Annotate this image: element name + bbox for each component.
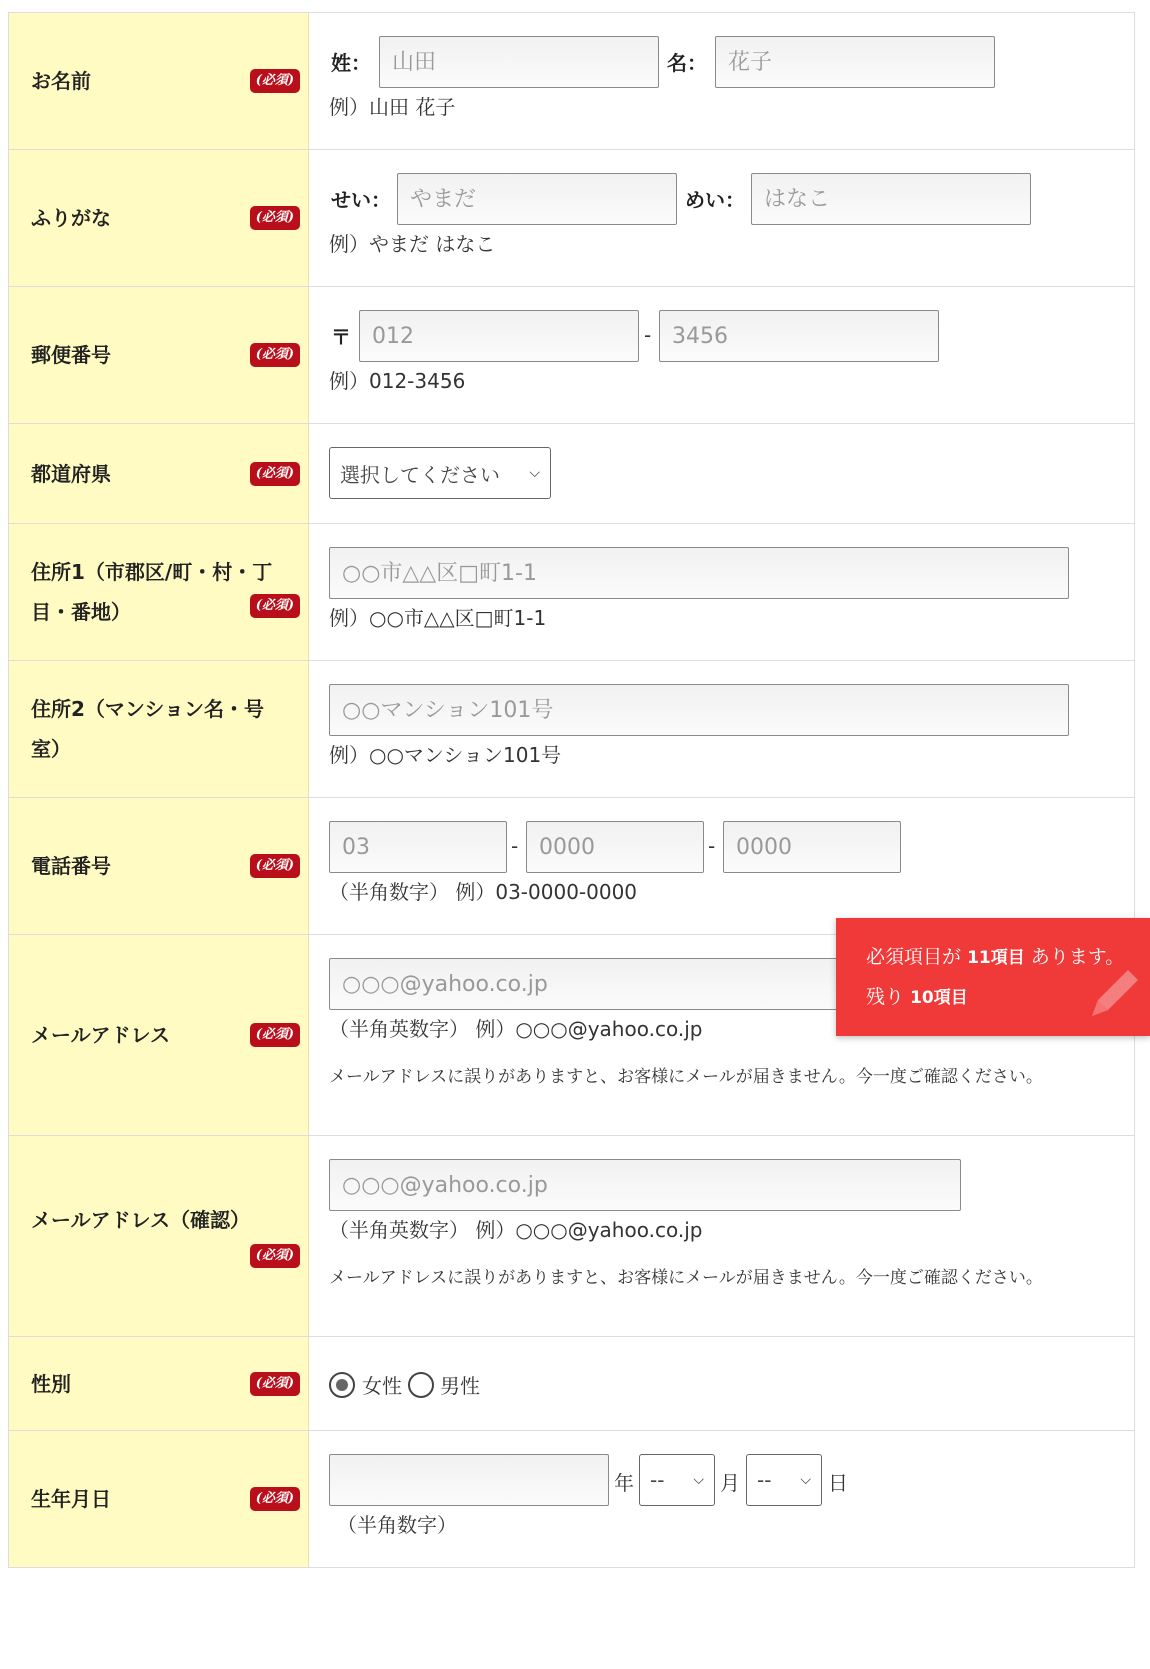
field-cell xyxy=(309,424,1134,523)
row-postal xyxy=(9,287,1135,424)
address2-example: 例）○○マンション101号 xyxy=(329,743,562,767)
email-confirm-input[interactable] xyxy=(329,1159,961,1211)
label-cell xyxy=(9,424,309,523)
notice-remaining-count: 10項目 xyxy=(910,988,968,1008)
required-badge: (必須) xyxy=(250,1023,300,1047)
label-cell xyxy=(9,798,309,934)
birthday-label: 生年月日 xyxy=(31,1487,111,1511)
address2-label: 住所2（マンション名・号室） xyxy=(31,697,265,761)
label-cell xyxy=(9,1431,309,1567)
notice-line2-pre: 残り xyxy=(866,986,905,1008)
email-confirm-label: メールアドレス（確認） xyxy=(31,1208,250,1232)
field-cell xyxy=(309,13,1134,149)
field-cell xyxy=(309,1431,1134,1567)
name-label: お名前 xyxy=(31,69,91,93)
phone-dash-2: - xyxy=(708,834,716,858)
required-badge: (必須) xyxy=(250,1487,300,1511)
last-name-label: 姓： xyxy=(331,51,371,75)
label-cell xyxy=(9,1136,309,1336)
postal-example: 例）012-3456 xyxy=(329,369,466,393)
label-cell xyxy=(9,1337,309,1430)
day-suffix: 日 xyxy=(828,1471,848,1495)
furigana-label: ふりがな xyxy=(31,206,111,230)
gender-female-radio[interactable] xyxy=(329,1372,355,1398)
prefecture-selected-value: 選択してください xyxy=(340,462,500,487)
chevron-down-icon: ⌵ xyxy=(800,1472,811,1488)
address1-input[interactable] xyxy=(329,547,1069,599)
phone-label: 電話番号 xyxy=(31,854,111,878)
required-badge: (必須) xyxy=(250,854,300,878)
year-suffix: 年 xyxy=(614,1471,634,1495)
birth-month-value: -- xyxy=(650,1468,665,1492)
birth-day-value: -- xyxy=(757,1468,772,1492)
gender-male-radio[interactable] xyxy=(408,1372,434,1398)
birth-day-select[interactable] xyxy=(746,1454,822,1506)
pencil-icon xyxy=(1084,964,1144,1024)
postal-mark: 〒 xyxy=(331,325,351,349)
birthday-note: （半角数字） xyxy=(337,1513,457,1537)
email-confirm-note: メールアドレスに誤りがありますと、お客様にメールが届きません。今一度ご確認ください。 xyxy=(329,1268,1043,1288)
label-cell xyxy=(9,13,309,149)
row-address1 xyxy=(9,524,1135,661)
field-cell xyxy=(309,1337,1134,1430)
sei-input[interactable] xyxy=(397,173,677,225)
sei-label: せい： xyxy=(331,188,391,212)
first-name-label: 名： xyxy=(667,51,707,75)
field-cell xyxy=(309,287,1134,423)
label-cell xyxy=(9,661,309,797)
notice-line1-pre: 必須項目が xyxy=(866,946,962,968)
birth-year-input[interactable] xyxy=(329,1454,609,1506)
required-badge: (必須) xyxy=(250,69,300,93)
phone-example: （半角数字） 例）03-0000-0000 xyxy=(329,880,638,904)
mei-label: めい： xyxy=(685,188,745,212)
notice-line1-post: あります。 xyxy=(1030,946,1125,968)
first-name-input[interactable] xyxy=(715,36,995,88)
notice-line-2 xyxy=(866,982,968,1009)
phone-dash-1: - xyxy=(511,834,519,858)
field-cell xyxy=(309,524,1134,660)
birth-month-select[interactable] xyxy=(639,1454,715,1506)
row-name xyxy=(9,13,1135,150)
gender-female-label[interactable]: 女性 xyxy=(362,1374,402,1398)
mei-input[interactable] xyxy=(751,173,1031,225)
row-furigana xyxy=(9,150,1135,287)
required-badge: (必須) xyxy=(250,594,300,618)
chevron-down-icon: ⌵ xyxy=(693,1472,704,1488)
address1-label: 住所1（市郡区/町・村・丁目・番地） xyxy=(31,560,273,624)
phone-part3-input[interactable] xyxy=(723,821,901,873)
email-example: （半角英数字） 例）○○○@yahoo.co.jp xyxy=(329,1017,703,1041)
phone-part1-input[interactable] xyxy=(329,821,507,873)
email-confirm-example: （半角英数字） 例）○○○@yahoo.co.jp xyxy=(329,1218,703,1242)
required-badge: (必須) xyxy=(250,206,300,230)
name-example: 例）山田 花子 xyxy=(329,95,456,119)
furigana-example: 例）やまだ はなこ xyxy=(329,232,496,256)
label-cell xyxy=(9,935,309,1135)
row-phone xyxy=(9,798,1135,935)
row-gender xyxy=(9,1337,1135,1431)
row-address2 xyxy=(9,661,1135,798)
postal-label: 郵便番号 xyxy=(31,343,111,367)
chevron-down-icon: ⌵ xyxy=(529,465,540,481)
email-label: メールアドレス xyxy=(31,1023,170,1047)
label-cell xyxy=(9,287,309,423)
postal-dash: - xyxy=(644,323,652,347)
row-email-confirm xyxy=(9,1136,1135,1337)
gender-male-label[interactable]: 男性 xyxy=(440,1374,480,1398)
row-birthday xyxy=(9,1431,1135,1568)
field-cell xyxy=(309,150,1134,286)
required-items-notice[interactable] xyxy=(836,918,1150,1036)
address1-example: 例）○○市△△区□町1-1 xyxy=(329,606,547,630)
last-name-input[interactable] xyxy=(379,36,659,88)
prefecture-select[interactable] xyxy=(329,447,551,499)
field-cell xyxy=(309,798,1134,934)
field-cell xyxy=(309,1136,1134,1336)
required-badge: (必須) xyxy=(250,1244,300,1268)
label-cell xyxy=(9,524,309,660)
notice-total-count: 11項目 xyxy=(967,948,1025,968)
label-cell xyxy=(9,150,309,286)
required-badge: (必須) xyxy=(250,343,300,367)
phone-part2-input[interactable] xyxy=(526,821,704,873)
required-badge: (必須) xyxy=(250,1372,300,1396)
row-prefecture xyxy=(9,424,1135,524)
required-badge: (必須) xyxy=(250,462,300,486)
registration-form xyxy=(8,12,1135,1568)
field-cell xyxy=(309,661,1134,797)
gender-label: 性別 xyxy=(31,1371,71,1396)
postal-part1-input[interactable] xyxy=(359,310,639,362)
prefecture-label: 都道府県 xyxy=(31,461,111,486)
month-suffix: 月 xyxy=(720,1471,740,1495)
postal-part2-input[interactable] xyxy=(659,310,939,362)
address2-input[interactable] xyxy=(329,684,1069,736)
email-note: メールアドレスに誤りがありますと、お客様にメールが届きません。今一度ご確認ください。 xyxy=(329,1067,1043,1087)
